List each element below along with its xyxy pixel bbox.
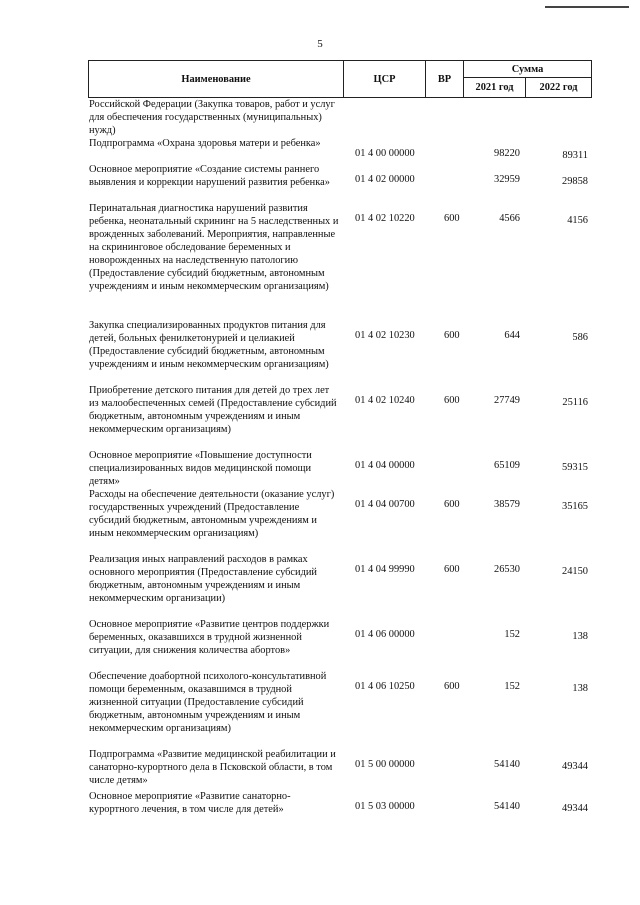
row-csr: 01 4 02 10230 — [355, 330, 415, 341]
header-year-2021: 2021 год — [464, 78, 526, 97]
row-vr: 600 — [444, 395, 460, 406]
row-sum-2021: 27749 — [494, 395, 520, 406]
row-sum-2021: 152 — [504, 681, 520, 692]
row-name: Основное мероприятие «Развитие санаторно-курортного лечения, в том числе для детей» — [89, 791, 291, 815]
row-sum-2022: 4156 — [567, 215, 588, 226]
header-sum: Сумма — [464, 61, 591, 78]
budget-table — [88, 60, 592, 820]
row-name: Подпрограмма «Охрана здоровья матери и ребенка» — [89, 138, 321, 149]
header-year-2022: 2022 год — [539, 82, 578, 93]
row-csr: 01 4 06 10250 — [355, 681, 415, 692]
row-sum-2021: 4566 — [499, 213, 520, 224]
table-row — [88, 137, 592, 163]
row-csr: 01 4 04 00000 — [355, 460, 415, 471]
scan-edge-line — [545, 6, 629, 8]
row-csr: 01 4 06 00000 — [355, 629, 415, 640]
table-row — [88, 384, 592, 449]
row-csr: 01 4 00 00000 — [355, 148, 415, 159]
row-vr: 600 — [444, 499, 460, 510]
row-csr: 01 5 00 00000 — [355, 759, 415, 770]
row-name: Подпрограмма «Развитие медицинской реабилитации и санаторно-курортного дела в Псковской области, в том числе детям» — [89, 749, 336, 786]
row-sum-2022: 29858 — [562, 176, 588, 187]
row-sum-2021: 54140 — [494, 759, 520, 770]
row-sum-2021: 32959 — [494, 174, 520, 185]
row-name: Расходы на обеспечение деятельности (оказание услуг) государственных учреждений (Предоставление субсидий бюджетным, автономным учреждениям и иным некоммерческим организациям) — [89, 489, 335, 539]
page-number: 5 — [317, 38, 323, 50]
table-row — [88, 202, 592, 319]
header-name: Наименование — [89, 61, 344, 97]
table-row — [88, 790, 592, 820]
row-name: Основное мероприятие «Повышение доступности специализированных видов медицинской помощи детям» — [89, 450, 312, 487]
row-name: Закупка специализированных продуктов питания для детей, больных фенилкетонурией и целиакией (Предоставление субсидий бюджетным, автономным учреждениям и иным некоммерческим организациям) — [89, 320, 329, 370]
table-row — [88, 670, 592, 748]
row-name: Основное мероприятие «Создание системы раннего выявления и коррекции нарушений развития ребенка» — [89, 164, 330, 188]
row-sum-2022: 586 — [572, 332, 588, 343]
row-csr: 01 4 02 00000 — [355, 174, 415, 185]
table-row — [88, 449, 592, 488]
row-csr: 01 5 03 00000 — [355, 801, 415, 812]
row-sum-2021: 98220 — [494, 148, 520, 159]
table-header — [88, 60, 592, 98]
row-vr: 600 — [444, 330, 460, 341]
header-csr: ЦСР — [344, 61, 426, 97]
table-row — [88, 618, 592, 670]
row-name: Перинатальная диагностика нарушений развития ребенка, неонатальный скрининг на 5 наследственных и врожденных заболеваний. Мероприятия, направленные на скрининговое обследование беременных и новорожденных на наследственную патологию (Предоставление субсидий бюджетным, автономным учреждениям и иным некоммерческим организациям) — [89, 203, 339, 292]
row-sum-2022: 59315 — [562, 462, 588, 473]
table-row — [88, 98, 592, 137]
row-name: Российской Федерации (Закупка товаров, работ и услуг для обеспечения государственных (муниципальных) нужд) — [89, 99, 335, 136]
row-name: Основное мероприятие «Развитие центров поддержки беременных, оказавшихся в трудной жизненной ситуации, для снижения количества абортов» — [89, 619, 330, 656]
table-row — [88, 319, 592, 384]
row-name: Реализация иных направлений расходов в рамках основного мероприятия (Предоставление субсидий бюджетным, автономным учреждениям и иным некоммерческим организации) — [89, 554, 317, 604]
table-row — [88, 553, 592, 618]
row-csr: 01 4 02 10240 — [355, 395, 415, 406]
row-sum-2021: 26530 — [494, 564, 520, 575]
row-sum-2022: 24150 — [562, 566, 588, 577]
row-name: Приобретение детского питания для детей до трех лет из малообеспеченных семей (Предоставление субсидий бюджетным, автономным учреждениям и иным некоммерческим организациям) — [89, 385, 337, 435]
table-row — [88, 488, 592, 553]
row-sum-2022: 138 — [572, 683, 588, 694]
row-csr: 01 4 02 10220 — [355, 213, 415, 224]
row-sum-2022: 89311 — [562, 150, 588, 161]
row-vr: 600 — [444, 564, 460, 575]
row-sum-2022: 49344 — [562, 761, 588, 772]
row-name: Обеспечение доабортной психолого-консультативной помощи беременным, оказавшимся в трудной жизненной ситуации (Предоставление субсидий бюджетным, автономным учреждениям и иным некоммерческим организациям) — [89, 671, 327, 734]
table-row — [88, 163, 592, 202]
header-vr: ВР — [426, 61, 464, 97]
row-vr: 600 — [444, 213, 460, 224]
row-csr: 01 4 04 99990 — [355, 564, 415, 575]
row-sum-2021: 54140 — [494, 801, 520, 812]
row-sum-2021: 65109 — [494, 460, 520, 471]
row-sum-2021: 644 — [504, 330, 520, 341]
table-row — [88, 748, 592, 790]
row-csr: 01 4 04 00700 — [355, 499, 415, 510]
row-sum-2022: 35165 — [562, 501, 588, 512]
row-vr: 600 — [444, 681, 460, 692]
row-sum-2022: 25116 — [562, 397, 588, 408]
row-sum-2022: 49344 — [562, 803, 588, 814]
row-sum-2022: 138 — [572, 631, 588, 642]
row-sum-2021: 38579 — [494, 499, 520, 510]
row-sum-2021: 152 — [504, 629, 520, 640]
